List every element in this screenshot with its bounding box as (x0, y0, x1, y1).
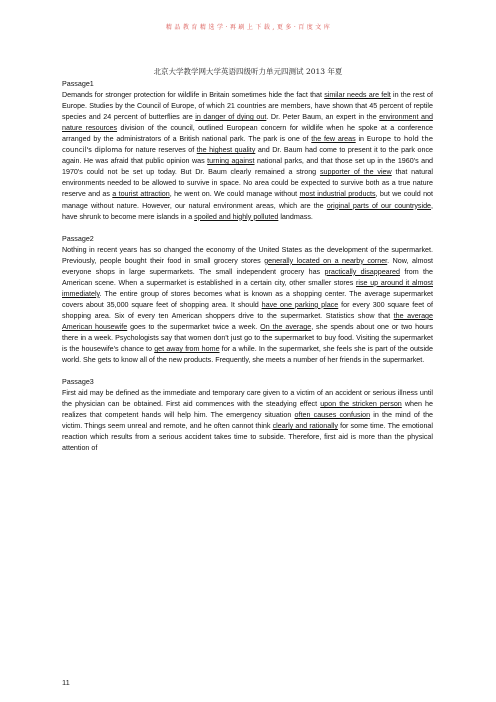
passage-2 (62, 234, 433, 367)
passage-3 (62, 377, 433, 454)
page-number: 11 (62, 678, 70, 687)
passage-heading: Passage1 (62, 80, 94, 88)
document-title: 北京大学教学网大学英语四级听力单元四测试 2013 年夏 (153, 67, 343, 76)
passage-1 (62, 79, 433, 223)
passage-text: Nothing in recent years has so changed the economy of the United States as the development of the supermarket. Previously, people bought their food in small grocery stores generally located on a nearby corner. Now, almost everyone shops in large supermarkets. The small independent grocery has practically disappeared from the American scene. When a supermarket is established in a certain city, other smaller stores rise up around it almost immediately. The entire group of stores becomes what is known as a shopping center. The average supermarket covers about 35,000 square feet of shopping area. It should have one parking place for every 300 square feet of shopping area. Six of every ten American shoppers drive to the supermarket. Statistics show that the average American housewife goes to the supermarket twice a week. On the average, she spends about one or two hours there in a week. Psychologists say that women don't just go to the supermarket to buy food. Visiting the supermarket is the housewife's chance to get away from home for a while. In the supermarket, she feels she is part of the outside world. She gets to know all of the new products. Frequently, she meets a number of her friends in the supermarket. (62, 245, 434, 365)
passage-heading: Passage3 (62, 378, 94, 387)
watermark-banner: 精 品 教 育 精 选 学 · 再 刷 上 下 载 , 更 多 · 百 度 文 库 (165, 24, 331, 31)
passage-text: First aid may be defined as the immediate and temporary care given to a victim of an accident or serious illness until the physician can be obtained. First aid commences with the steadying effect upon the stricken person when he realizes that competent hands will help him. The emergency situation often causes confusion in the mind of the victim. Things seem unreal and remote, and he often cannot think clearly and rationally for some time. The emotional reaction which results from a serious accident takes time to subside. Therefore, first aid is more than the physical attention of (62, 389, 434, 453)
passage-text: Demands for stronger protection for wildlife in Britain sometimes hide the fact that similar needs are felt in the rest of Europe. Studies by the Council of Europe, of which 21 countries are members, have shown that 45 percent of reptile species and 24 percent of butterflies are in danger of dying out. Dr. Peter Baum, an expert in the environment and nature resources division of the council, outlined European concern for wildlife when he spoke at a conference arranged by the administrators of a British national park. The park is one of the few areas in Europe to hold the council's diploma for nature reserves of the highest quality and Dr. Baum had come to present it to the park once again. He was afraid that public opinion was turning against national parks, and that those set up in the 1960's and 1970's could not be set up today. But Dr. Baum clearly remained a strong supporter of the view that natural environments needed to be allowed to survive in space. No area could be expected to survive both as a true nature reserve and as a tourist attraction, he went on. We could manage without most industrial products, but we could not manage without nature. However, our natural environment areas, which are the original parts of our countryside, have shrunk to become mere islands in a spoiled and highly polluted landmass. (62, 91, 434, 221)
document-body (62, 79, 433, 455)
passage-heading: Passage2 (62, 234, 94, 243)
